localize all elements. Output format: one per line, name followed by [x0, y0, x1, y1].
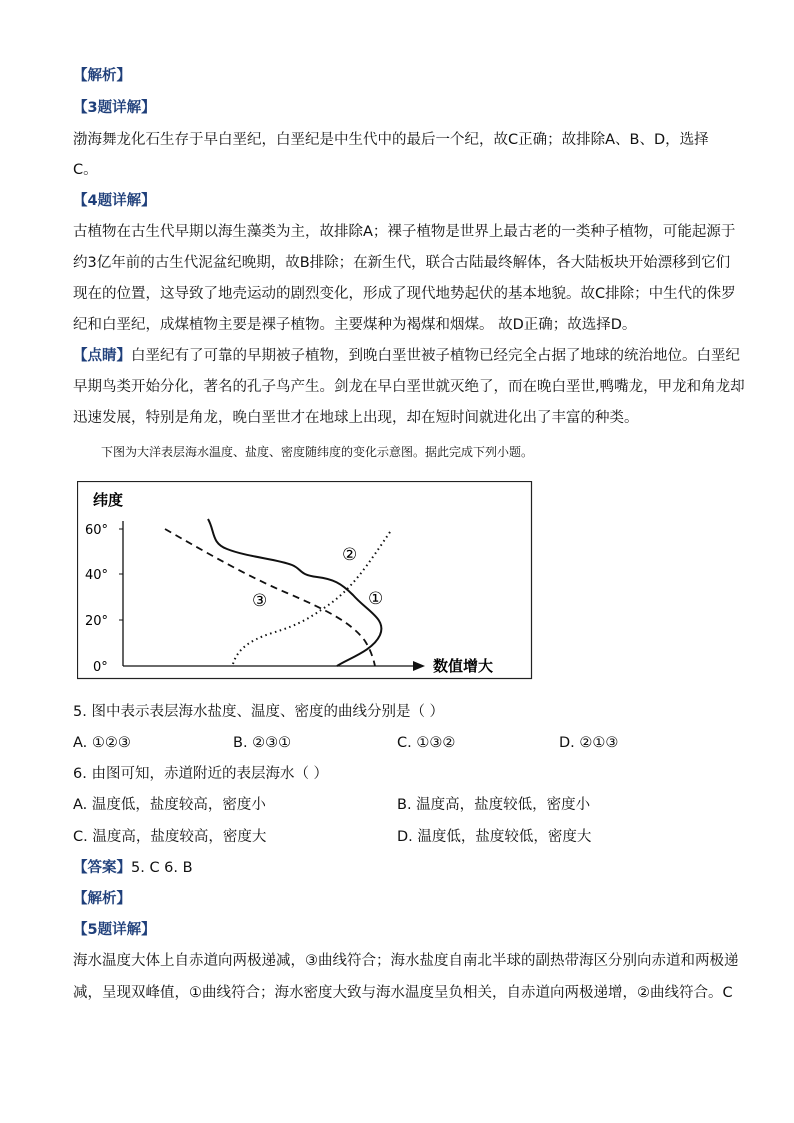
- q5-option-c: C. ①③②: [397, 735, 456, 751]
- q4-text-line-1: 古植物在古生代早期以海生藻类为主，故排除A；裸子植物是世界上最古老的一类种子植物，可能起源于: [73, 224, 736, 240]
- q6-option-d: D. 温度低，盐度较低，密度大: [397, 829, 592, 845]
- q4-text-line-2: 约3亿年前的古生代泥盆纪晚期，故B排除；在新生代，联合古陆最终解体，各大陆板块开始漂移到它们: [73, 255, 731, 271]
- q4-text-line-4: 纪和白垩纪，成煤植物主要是裸子植物。主要煤种为褐煤和烟煤。 故D正确；故选择D。: [73, 317, 637, 333]
- note-line-1: [73, 346, 740, 366]
- analysis-heading-1: 【解析】: [73, 68, 131, 84]
- q3-text-line-2: C。: [73, 162, 98, 178]
- q5-detail-heading: 【5题详解】: [73, 922, 156, 938]
- q6-option-c: C. 温度高，盐度较高，密度大: [73, 829, 267, 845]
- q3-text-line-1: 渤海舞龙化石生存于早白垩纪，白垩纪是中生代中的最后一个纪，故C正确；故排除A、B、D，选择: [73, 132, 709, 148]
- curve-label-1: ①: [368, 589, 384, 609]
- curve-label-2: ②: [342, 545, 358, 565]
- tick-label-40: 40°: [85, 568, 109, 583]
- q5-option-a: A. ①②③: [73, 735, 131, 751]
- figure-frame: [78, 482, 532, 679]
- note-line-2: 早期鸟类开始分化，著名的孔子鸟产生。剑龙在早白垩世就灭绝了，而在晚白垩世,鸭嘴龙，甲龙和角龙却: [73, 379, 745, 395]
- ocean-profile-figure: [77, 481, 533, 681]
- y-axis-title: 纬度: [93, 491, 124, 509]
- answer-text: 5. C 6. B: [131, 860, 193, 876]
- answer-line: [73, 858, 193, 878]
- tick-label-0: 0°: [93, 660, 108, 675]
- q6-option-a: A. 温度低，盐度较高，密度小: [73, 797, 266, 813]
- q5-stem: 5. 图中表示表层海水盐度、温度、密度的曲线分别是（ ）: [73, 704, 445, 720]
- q5-text-line-2: 减，呈现双峰值，①曲线符合；海水密度大致与海水温度呈负相关，自赤道向两极递增，②曲线符合。C: [73, 985, 733, 1001]
- analysis-heading-2: 【解析】: [73, 891, 131, 907]
- q5-option-d: D. ②①③: [559, 735, 619, 751]
- q3-detail-heading: 【3题详解】: [73, 100, 156, 116]
- q6-option-b: B. 温度高，盐度较低，密度小: [397, 797, 591, 813]
- tick-label-20: 20°: [85, 614, 109, 629]
- q5-option-b: B. ②③①: [233, 735, 292, 751]
- note-heading: 【点睛】: [73, 348, 131, 364]
- x-axis-title: 数值增大: [433, 657, 494, 675]
- answer-heading: 【答案】: [73, 860, 131, 876]
- curve-label-3: ③: [252, 591, 268, 611]
- q4-detail-heading: 【4题详解】: [73, 193, 156, 209]
- figure-caption: 下图为大洋表层海水温度、盐度、密度随纬度的变化示意图。据此完成下列小题。: [101, 445, 534, 459]
- tick-label-60: 60°: [85, 523, 109, 538]
- note-line-3: 迅速发展，特别是角龙，晚白垩世才在地球上出现，却在短时间就进化出了丰富的种类。: [73, 410, 639, 426]
- note-text: 白垩纪有了可靠的早期被子植物，到晚白垩世被子植物已经完全占据了地球的统治地位。白垩纪: [131, 348, 740, 364]
- q5-text-line-1: 海水温度大体上自赤道向两极递减，③曲线符合；海水盐度自南北半球的副热带海区分别向赤道和两极递: [73, 953, 739, 969]
- q6-stem: 6. 由图可知，赤道附近的表层海水（ ）: [73, 766, 329, 782]
- q4-text-line-3: 现在的位置，这导致了地壳运动的剧烈变化，形成了现代地势起伏的基本地貌。故C排除；中生代的侏罗: [73, 286, 736, 302]
